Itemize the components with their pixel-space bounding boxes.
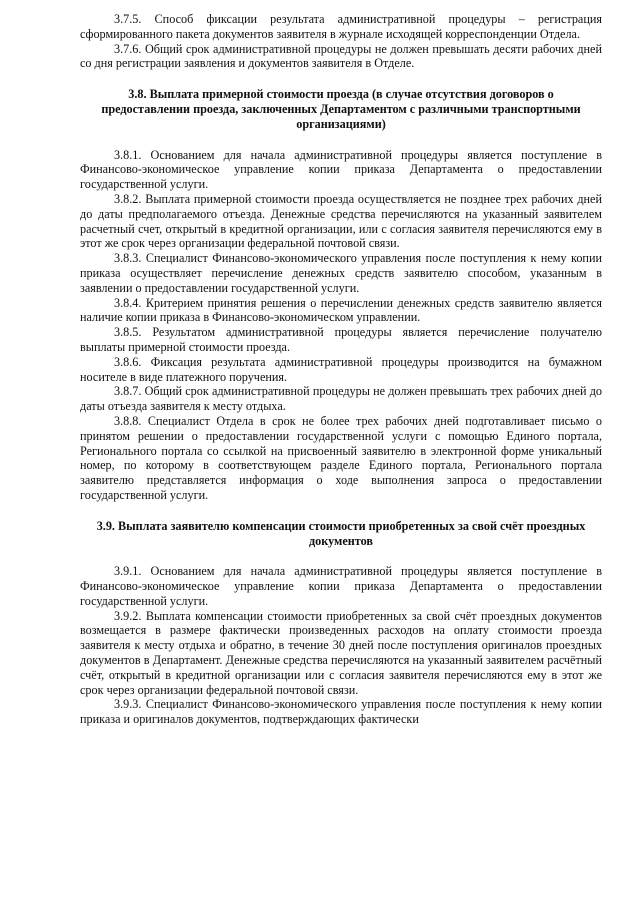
- paragraph-3-9-3: 3.9.3. Специалист Финансово-экономического управления после поступления к нему копии приказа и оригиналов документов, подтверждающих фактически: [80, 697, 602, 727]
- paragraph-3-7-6: 3.7.6. Общий срок административной процедуры не должен превышать десяти рабочих дней со дня регистрации заявления и документов заявителя в Отделе.: [80, 41, 602, 71]
- paragraph-3-8-8: 3.8.8. Специалист Отдела в срок не более трех рабочих дней подготавливает письмо о принятом решении о предоставлении государственной услуги с помощью Единого портала, Регионального портала со ссылкой на присвоенный заявителю в электронной форме уникальный номер, по которому в соответствующем разделе Единого портала, Регионального портала заявителю представляется информация о ходе выполнения запроса о предоставлении государственной услуги.: [80, 413, 602, 502]
- paragraph-3-8-3: 3.8.3. Специалист Финансово-экономического управления после поступления к нему копии приказа осуществляет перечисление денежных средств заявителю способом, указанным в заявлении о предоставлении государственной услуги.: [80, 251, 602, 295]
- paragraph-3-8-1: 3.8.1. Основанием для начала административной процедуры является поступление в Финансово-экономическое управление копии приказа Департамента о предоставлении государственной услуги.: [80, 147, 602, 192]
- paragraph-3-8-5: 3.8.5. Результатом административной процедуры является перечисление получателю выплаты примерной стоимости проезда.: [80, 325, 602, 354]
- paragraph-3-8-6: 3.8.6. Фиксация результата административной процедуры производится на бумажном носителе в виде платежного поручения.: [80, 354, 602, 384]
- paragraph-3-9-1: 3.9.1. Основанием для начала административной процедуры является поступление в Финансово-экономическое управление копии приказа Департамента о предоставлении государственной услуги.: [80, 564, 602, 608]
- paragraph-3-7-5: 3.7.5. Способ фиксации результата административной процедуры – регистрация сформированного пакета документов заявителя в журнале исходящей корреспонденции Отдела.: [80, 12, 602, 41]
- paragraph-3-8-2: 3.8.2. Выплата примерной стоимости проезда осуществляется не позднее трех рабочих дней до даты предполагаемого отъезда. Денежные средства перечисляются на указанный заявителем расчетный счет, открытый в кредитной организации, или с согласия заявителя перечисляются ему в этот же срок через организации федеральной почтовой связи.: [80, 191, 602, 251]
- paragraph-3-8-4: 3.8.4. Критерием принятия решения о перечислении денежных средств заявителю является наличие копии приказа в Финансово-экономическом управлении.: [80, 295, 602, 325]
- paragraph-3-9-2: 3.9.2. Выплата компенсации стоимости приобретенных за свой счёт проездных документов возмещается в размере фактически произведенных расходов на оплату стоимости проезда заявителя к месту отдыха и обратно, в течение 30 дней после поступления оригиналов проездных документов в Департамент. Денежные средства перечисляются на указанный заявителем расчётный счёт, открытый в кредитной организации или с согласия заявителя перечисляются ему в этот же срок через организации федеральной почтовой связи.: [80, 608, 602, 697]
- section-heading-3-8: 3.8. Выплата примерной стоимости проезда (в случае отсутствия договоров о предоставлении проезда, заключенных Департаментом с различными транспортными организациями): [101, 87, 581, 131]
- section-heading-3-9: 3.9. Выплата заявителю компенсации стоимости приобретенных за свой счёт проездных документов: [96, 518, 586, 548]
- paragraph-3-8-7: 3.8.7. Общий срок административной процедуры не должен превышать трех рабочих дней до даты отъезда заявителя к месту отдыха.: [80, 384, 602, 414]
